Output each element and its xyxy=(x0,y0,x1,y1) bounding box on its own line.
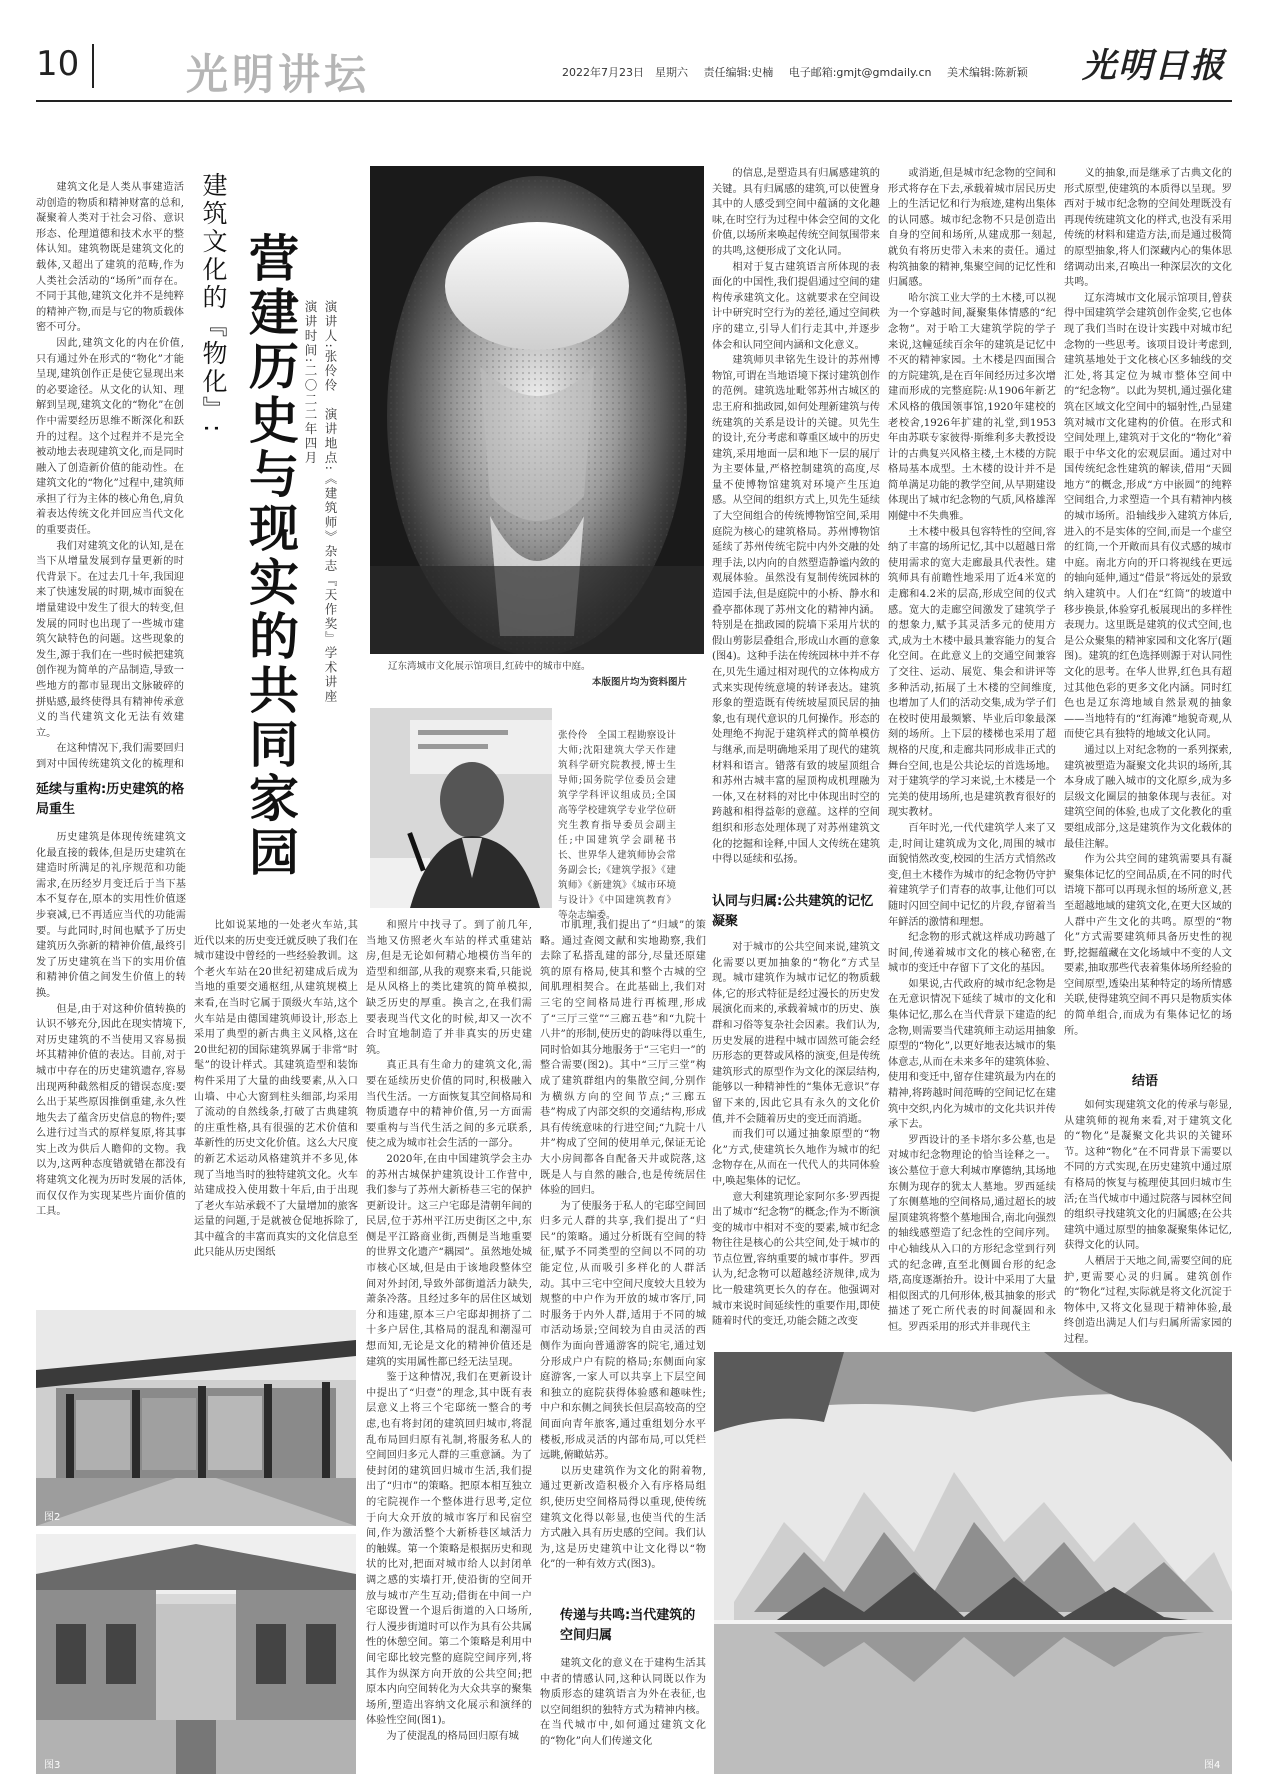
column-1b xyxy=(36,830,186,1302)
column-4 xyxy=(540,918,706,1594)
figure-3-label: 图3 xyxy=(44,1760,61,1771)
figure-4-label: 图4 xyxy=(1204,1760,1221,1771)
paragraph: 辽东湾城市文化展示馆项目,曾获得中国建筑学会建筑创作金奖,它也体现了我们当时在设计实践中对城市纪念物的一些思考。该项目设计考虑到,建筑基地处于文化核心区多轴线的交汇处,将其定位为城市整体空间中的“纪念物”。以此为契机,通过强化建筑在区域文化空间中的辐射性,凸显建筑对城市文化建构的价值。在形式和空间处理上,建筑对于文化的“物化”着眼于中华文化的宏观层面。通过对中国传统纪念性建筑的解读,借用“天圆地方”的概念,形成“方中嵌圆”的纯粹空间组合,力求塑造一个具有精神内核的城市场所。沿轴线步入建筑方体后,进入的不是实体的空间,而是一个虚空的红筒,一个开敞而具有仪式感的城市中庭。南北方向的开口将视线在更远的轴向延伸,通过“借景”将远处的景致纳入建筑中。人们在“红筒”的坡道中移步换景,体验穿孔板展现出的多样性表现力。这里既是建筑的仪式空间,也是公众聚集的精神家园和文化客厅(题图)。建筑的红色选择则源于对认同性文化的思考。在华人世界,红色具有超过其他色彩的更多文化内涵。同时红色也是辽东湾地域自然景观的抽象——当地特有的“红海滩”地貌奇观,从而使它具有独特的地域文化认同。 xyxy=(1064,292,1232,741)
paragraph: 作为公共空间的建筑需要具有凝聚集体记忆的空间品质,在不同的时代语境下都可以再现永恒的场所意义,甚至超越地域的建筑文化,在更大区域的人群中产生文化的共鸣。原型的“物化”方式需要建筑师具备历史性的视野,挖掘蕴藏在文化场域中不变的人文要素,抽取那些代表着集体场所经验的空间原型,透染出某种特定的场所情感关联,使得建筑空间不再只是物质实体的简单组合,而成为有集体记忆的场所。 xyxy=(1064,854,1232,1037)
photo1-caption: 辽东湾城市文化展示馆项目,红砖中的城市中庭。 xyxy=(388,661,591,672)
paragraph: 意大利建筑理论家阿尔多·罗西提出了城市“纪念物”的概念;作为不断演变的城市中相对不变的要素,城市纪念物往往是核心的公共空间,处于城市的节点位置,容纳重要的城市事件。罗西认为,纪念物可以超越经济规律,成为比一般建筑更长久的存在。他强调对城市来说时间延续性的重要作用,即使随着时代的变迁,功能会随之改变 xyxy=(712,1191,880,1328)
paragraph: 因此,建筑文化的内在价值,只有通过外在形式的“物化”才能呈现,建筑创作正是使它显现出来的必要途径。从文化的认知、理解到呈现,建筑文化的“物化”在创作中需要经历思维不断深化和跃升的过程。这个过程并不是完全被动地去表现建筑文化,而是同时融入了创造新价值的能动性。在建筑文化的“物化”过程中,建筑师承担了行为主体的核心角色,肩负着表达传统文化并回应当代文化的重要责任。 xyxy=(36,337,184,537)
art-editor: 美术编辑:陈新颖 xyxy=(946,66,1028,79)
editor: 责任编辑:史楠 xyxy=(703,66,774,79)
section-heading-1: 延续与重构:历史建筑的格局重生 xyxy=(36,782,185,817)
paragraph: 对于城市的公共空间来说,建筑文化需要以更加抽象的“物化”方式呈现。城市建筑作为城市记忆的物质载体,它的形式特征是经过漫长的历史发展演化而来的,承载着城市的历史、族群和习俗等复杂社会因素。我们认为,历史发展的进程中城市固然可能会经历形态的更替或风格的演变,但是传统建筑形式的原型作为文化的深层结构,能够以一种精神性的“集体无意识”存留下来的,因此它具有永久的文化价值,并不会随着历史的变迁而消逝。 xyxy=(712,942,880,1125)
paragraph: 建筑文化是人类从事建造活动创造的物质和精神财富的总和,凝聚着人类对于社会习俗、意识形态、伦理道德和技术水平的整体认知。建筑物既是建筑文化的载体,又超出了建筑的范畴,作为人类社会活动的“场所”而存在。不同于其他,建筑文化并不是纯粹的精神产物,而是与它的物质载体密不可分。 xyxy=(36,182,184,334)
section-heading-2: 认同与归属:公共建筑的记忆凝聚 xyxy=(712,894,874,929)
column-7b xyxy=(1064,1098,1232,1344)
paragraph: 纪念物的形式就这样成功跨越了时间,传递着城市文化的核心秘密,在城市的变迁中存留下了文化的基因。 xyxy=(888,932,1056,975)
column-2 xyxy=(194,918,358,1302)
paragraph: 建筑师贝聿铭先生设计的苏州博物馆,可谓在当地语境下探讨建筑创作的范例。建筑选址毗邻苏州古城区的忠王府和拙政园,如何处理新建筑与传统建筑的关系是设计的关键。贝先生的设计,充分考虑和尊重区域中的历史建筑,采用地面一层和地下一层的展厅为主要体量,严格控制建筑的高度,尽量不使博物馆建筑对环境产生压迫感。从空间的组织方式上,贝先生延续了大空间组合的传统博物馆空间,采用庭院为核心的建筑格局。苏州博物馆延续了苏州传统宅院中内外交融的处理手法,以内向的自然塑造静谧内敛的观展体验。虽然没有复制传统园林的造园手法,但是庭院中的小桥、静水和叠亭都体现了苏州文化的精神内涵。特别是在拙政园的院墙下采用片状的假山剪影层叠组合,形成山水画的意象(图4)。这种手法在传统园林中并不存在,贝先生通过相对现代的立体构成方式来实现传统意境的转译表达。建筑形象的塑造既有传统坡屋顶民居的抽象,也有现代意识的几何操作。形态的处理绝不拘泥于建筑样式的简单模仿与继承,而是明确地采用了现代的建筑材料和语言。错落有致的坡屋顶组合和苏州古城丰富的屋顶构成机理融为一体,又在材料的对比中体现出时空的跨越和相得益彰的意蕴。这样的空间组织和形态处理体现了对苏州建筑文化的挖掘和诠释,中国人文传统在建筑中得以延续和弘扬。 xyxy=(712,355,880,866)
email: 电子邮箱:gmjt@gmdaily.cn xyxy=(788,66,932,79)
section-name: 光明讲坛 xyxy=(186,50,371,99)
column-3 xyxy=(366,918,532,1774)
paragraph: 我们对建筑文化的认知,是在当下从增量发展到存量更新的时代背景下。在过去几十年,我国迎来了快速发展的时期,城市面貌在增量建设中发生了很大的转变,但发展的同时也出现了一些城市建筑欠缺特色的问题。这些现象的发生,源于我们在一些时候把建筑创作视为简单的产品制造,导致一些地方的都市显现出文脉破碎的拼贴感,最终使得具有精神传承意义的当代建筑文化无法有效建立。 xyxy=(36,540,184,739)
column-5b xyxy=(712,940,880,1344)
column-6 xyxy=(888,166,1056,1344)
page-number-divider xyxy=(92,44,94,88)
paragraph: 但是,由于对这种价值转换的认识不够充分,因此在现实情境下,对历史建筑的不当使用又容易损坏其精神价值的表达。目前,对于城市中存在的历史建筑遗存,容易出现两种截然相反的错误态度:要么出于某些原因推倒重建,永久性地失去了蕴含历史信息的物件;要么进行过当式的原样复原,将其事实上改为供后人瞻仰的文物。我以为,这两种态度错就错在都没有将建筑文化视为历时发展的活体,而仅仅作为实现某些片面价值的工具。 xyxy=(36,1003,186,1218)
paragraph: 在这种情况下,我们需要回归到对中国传统建筑文化的梳理和 xyxy=(36,743,184,770)
section-heading-4: 结语 xyxy=(1132,1074,1159,1089)
speaker-bio: 张伶伶 全国工程勘察设计大师;沈阳建筑大学天作建筑科学研究院教授,博士生导师;国务院学位委员会建筑学学科评议组成员;全国高等学校建筑学专业学位研究生教育指导委员会副主任;中国建筑学会副秘书长、世界华人建筑师协会常务副会长;《建筑学报》《建筑师》《新建筑》《城市环境与设计》《中国建筑教育》等杂志编委。 xyxy=(558,730,676,921)
paragraph: 建筑文化的意义在于建构生活其中者的情感认同,这种认同既以作为物质形态的建筑语言为外在表征,也以空间组织的独特方式为精神内核。在当代城市中,如何通过建筑文化的“物化”向人们传递文化 xyxy=(540,1658,706,1747)
photo-red-tube-atrium xyxy=(370,166,704,654)
article-title: 营建历史与现实的共同家园 xyxy=(241,232,299,880)
paragraph: 的信息,是塑造具有归属感建筑的关键。具有归属感的建筑,可以使置身其中的人感受到空间中蕴涵的文化趣味,在时空行为过程中体会空间的文化价值,以场所来唤起传统空间氛围带来的共鸣,这便形成了文化认同。 xyxy=(712,168,880,257)
header-meta xyxy=(562,64,1040,80)
paragraph: 罗西设计的圣卡塔尔多公墓,也是对城市纪念物理论的恰当诠释之一。该公墓位于意大利城市摩德纳,其场地东侧为现存的犹太人墓地。罗西延续了东侧墓地的空间格局,通过超长的坡屋顶建筑将整个墓地围合,南北向强烈的轴线感塑造了纪念性的空间序列。中心轴线从入口的方形纪念堂到行列式的纪念碑,直至北侧圆台形的纪念塔,高度逐渐抬升。设计中采用了大量相似图式的几何形体,极其抽象的形式描述了死亡所代表的时间凝固和永恒。罗西采用的形式并非现代主 xyxy=(888,1134,1056,1333)
photo-figure-4 xyxy=(714,1352,1232,1774)
paragraph: 或消逝,但是城市纪念物的空间和形式将存在下去,承载着城市居民历史上的生活记忆和行为痕迹,建构出集体的认同感。城市纪念物不只是创造出自身的空间和场所,从建成那一刻起,就负有将历史带入未来的责任。通过构筑抽象的精神,集聚空间的记忆性和归属感。 xyxy=(888,168,1056,289)
paragraph: 真正具有生命力的建筑文化,需要在延续历史价值的同时,积极融入当代生活。一方面恢复其空间格局和物质遗存中的精神价值,另一方面需要重构与当代生活之间的多元联系,使之成为城市社会生活的一部分。 xyxy=(366,1060,532,1150)
page-number: 10 xyxy=(36,44,80,84)
issue-date: 2022年7月23日 星期六 xyxy=(562,66,688,79)
newspaper-header xyxy=(0,0,1262,110)
paragraph: 和照片中找寻了。到了前几年,当地又仿照老火车站的样式重建站房,但是无论如何精心地模仿当年的造型和细部,从我的观察来看,只能说是从风格上的类比建筑的简单模拟,缺乏历史的厚重。换言之,在我们需要表现当代文化的时候,却又一次不合时宜地制造了并非真实的历史建筑。 xyxy=(366,920,532,1056)
column-1 xyxy=(36,180,184,772)
paragraph: 比如说某地的一处老火车站,其近代以来的历史变迁就反映了我们在城市建设中曾经的一些经验教训。这个老火车站在20世纪初建成后成为当地的重要交通枢纽,从建筑规模上来看,在当时它属于顶级火车站,这个火车站是由德国建筑师设计,形态上采用了典型的新古典主义风格,这在20世纪初的国际建筑界属于非常“时髦”的设计样式。其建筑造型和装饰构件采用了大量的曲线要素,从入口山墙、中心大窗到柱头细部,均采用了流动的自然线条,打破了古典建筑的庄重性格,具有很强的艺术价值和革新性的历史文化价值。这么大尺度的新艺术运动风格建筑并不多见,体现了当地当时的独特建筑文化。火车站建成投入使用数十年后,由于出现了老火车站承载不了大量增加的旅客运量的问题,于是就被仓促地拆除了,其中蕴含的丰富而真实的文化信息至此只能从历史图纸 xyxy=(194,920,358,1259)
header-rule xyxy=(36,100,1232,102)
paragraph: 义的抽象,而是继承了古典文化的形式原型,使建筑的本质得以呈现。罗西对于城市纪念物的空间处理既没有再现传统建筑文化的样式,也没有采用传统的材料和建造方法,而是通过极简的原型抽象,将人们深藏内心的集体思绪调动出来,召唤出一种深层次的文化共鸣。 xyxy=(1064,168,1232,289)
paragraph: 历史建筑是体现传统建筑文化最直接的载体,但是历史建筑在建造时所满足的礼序规范和功能需求,在历经岁月变迁后于当下基本不复存在,原本的实用性价值逐步衰减,已不再适应当代的功能需要。与此同时,时间也赋予了历史建筑历久弥新的精神价值,最终引发了历史建筑在当下的实用价值和精神价值之间发生价值上的转换。 xyxy=(36,832,186,999)
paragraph: 市肌理,我们提出了“归域”的策略。通过查阅文献和实地勘察,我们去除了私搭乱建的部分,尽量还原建筑的原有格局,使其和整个古城的空间肌理相契合。在此基础上,我们对三宅的空间格局进行再梳理,形成了“三厅三堂”“三廊五巷”和“九院十八井”的形制,使历史的韵味得以重生,同时恰如其分地服务于“三宅归一”的整合需要(图2)。其中“三厅三堂”构成了建筑群组内的集散空间,分别作为横纵方向的空间节点;“三廊五巷”构成了内部交织的交通结构,形成具有传统意味的行进空间;“九院十八井”构成了空间的使用单元,保证无论大小房间都各自配备天井或院落,这既是人与自然的融合,也是传统居住体验的回归。 xyxy=(540,920,706,1197)
column-5 xyxy=(712,166,880,882)
article-subtitle: 建筑文化的『物化』: xyxy=(199,172,228,436)
paragraph: 鉴于这种情况,我们在更新设计中提出了“归壹”的理念,其中既有表层意义上将三个宅邸统一整合的考虑,也有将封闭的建筑回归城市,将混乱布局回归原有礼制,将服务私人的空间回归多元人群的三重意涵。为了使封闭的建筑回归城市生活,我们提出了“归市”的策略。把原本相互独立的宅院视作一个整体进行思考,定位于向大众开放的城市客厅和民宿空间,作为激活整个大新桥巷区域活力的触媒。第一个策略是根据历史和现状的比对,把面对城市给人以封闭单调之感的实墙打开,使沿街的空间开放与城市产生互动;借街在中间一户宅邸设置一个退后街道的入口场所,行人漫步街道时可以作为具有公共属性的休憩空间。第二个策略是利用中间宅邸比较完整的庭院空间序列,将其作为纵深方向开放的公共空间;把原本内向空间转化为大众共享的聚集场所,塑造出容纳文化展示和演绎的体验性空间(图1)。 xyxy=(366,1372,532,1727)
paragraph: 通过以上对纪念物的一系列探索,建筑被塑造为凝聚文化共识的场所,其本身成了融入城市的文化原乡,成为多层级文化圈层的抽象体现与表征。对建筑空间的体验,也成了文化教化的重要组成部分,这是建筑作为文化载体的最佳注解。 xyxy=(1064,744,1232,850)
section-heading-3: 传递与共鸣:当代建筑的空间归属 xyxy=(560,1608,696,1643)
paragraph: 如果说,古代政府的城市纪念物是在无意识情况下延续了城市的文化和集体记忆,那么在当代背景下建造的纪念物,则需要当代建筑师主动运用抽象原型的“物化”,以更好地表达城市的集体意志,从而在未来多年的建筑体验、使用和变迁中,留存住建筑最为内在的精神,将跨越时间范畴的空间记忆在建筑中交织,内化为城市的文化共识并传承下去。 xyxy=(888,978,1056,1131)
photo-credit: 本版图片均为资料图片 xyxy=(592,677,688,688)
lecture-credit: 演讲人:张伶伶 演讲地点:《建筑师》杂志『天作奖』学术讲座 演讲时间:二〇二二年四月 xyxy=(303,300,338,719)
paragraph: 为了使服务于私人的宅邸空间回归多元人群的共享,我们提出了“归民”的策略。通过分析既有空间的特征,赋予不同类型的空间以不同的功能定位,从而吸引多样化的人群活动。其中三宅中空间尺度较大且较为规整的中户作为开放的城市客厅,同时服务于内外人群,适用于不同的城市活动场景;空间较为自由灵活的西侧作为面向普通游客的院宅,通过划分形成户户有院的格局;东侧面向家庭游客,一家人可以共享上下层空间和独立的庭院获得体验感和趣味性;中户和东侧之间狭长但层高较高的空间面向青年旅客,通过重组划分水平楼板,形成灵活的内部布局,可以凭栏远眺,俯瞰姑苏。 xyxy=(540,1200,706,1462)
paragraph: 土木楼中极具包容特性的空间,容纳了丰富的场所记忆,其中以超越日常使用需求的宽大走廊最具代表性。建筑师具有前瞻性地采用了近4米宽的走廊和4.2米的层高,形成空间的仪式感。宽大的走廊空间激发了建筑学子的想象力,赋予其灵活多元的使用方式,成为土木楼中最具兼容能力的复合化空间。在此意义上的交通空间兼容了交往、运动、展览、集会和讲评等多种活动,拓展了土木楼的空间维度,也增加了人们的活动交集,成为学子们在校时使用最频繁、毕业后印象最深刻的场所。上下层的楼梯也采用了超规格的尺度,和走廊共同形成非正式的舞台空间,也是公共论坛的首选场地。对于建筑学的学习来说,土木楼是一个完美的使用场所,也是建筑教育很好的现实教材。 xyxy=(888,526,1056,819)
paragraph: 百年时光,一代代建筑学人来了又走,时间让建筑成为文化,周围的城市面貌悄然改变,校园的生活方式悄然改变,但土木楼作为城市的纪念物仍守护着建筑学子们青春的故事,让他们可以随时闪回空间中记忆的片段,存留着当年鲜活的激情和理想。 xyxy=(888,822,1056,928)
paragraph: 人栖居于天地之间,需要空间的庇护,更需要心灵的归属。建筑创作的“物化”过程,实际就是将文化沉淀于物体中,又将文化显现于精神体验,最终创造出满足人们与归属所需家园的过程。 xyxy=(1064,1255,1232,1344)
photo-speaker xyxy=(370,708,552,908)
paragraph: 为了使混乱的格局回归原有城 xyxy=(386,1730,519,1742)
paragraph: 而我们可以通过抽象原型的“物化”方式,使建筑长久地作为城市的纪念物存在,从而在一代代人的共同体验中,唤起集体的记忆。 xyxy=(712,1129,880,1187)
paragraph: 如何实现建筑文化的传承与彰显,从建筑师的视角来看,对于建筑文化的“物化”是凝聚文化共识的关键环节。这种“物化”在不同背景下需要以不同的方式实现,在历史建筑中通过原有格局的恢复与梳理使其回归城市生活;在当代城市中通过院落与园林空间的组织寻找建筑文化的归属感;在公共建筑中通过原型的抽象凝聚集体记忆,获得文化的认同。 xyxy=(1064,1100,1232,1252)
paragraph: 以历史建筑作为文化的附着物,通过更新改造积极介入有序格局组织,使历史空间格局得以重现,使传统建筑文化得以彰显,也使当代的生活方式融入具有历史感的空间。我们认为,这是历史建筑中让文化得以“物化”的一种有效方式(图3)。 xyxy=(540,1465,706,1571)
figure-2-label: 图2 xyxy=(44,1512,61,1523)
column-7 xyxy=(1064,166,1232,1064)
column-4b xyxy=(540,1656,706,1774)
newspaper-logo: 光明日报 xyxy=(1082,46,1226,86)
paragraph: 相对于复古建筑语言所体现的表面化的中国性,我们提倡通过空间的建构传承建筑文化。这就要求在空间设计中研究时空行为的差径,通过空间秩序的建立,引导人们行走其中,并逐步体会和认同空间内涵和文化意义。 xyxy=(712,261,880,351)
photo-figure-3 xyxy=(36,1534,356,1774)
paragraph: 2020年,在由中国建筑学会主办的苏州古城保护建筑设计工作营中,我们参与了苏州大新桥巷三宅的保护更新设计。这三户宅邸是清朝年间的民居,位于苏州平江历史街区之中,东侧是平江路商业街,西侧是当地重要的世界文化遗产“耦园”。虽然地处城市核心区域,但是由于该地段整体空间对外封闭,导致外部街道活力缺失,萧条冷落。且经过多年的居住区域划分和违建,原本三户宅邸却拥挤了二十多户居住,其格局的混乱和潮湿可想而知,无论是文化的精神价值还是建筑的实用属性都已经无法呈现。 xyxy=(366,1153,532,1368)
paragraph: 哈尔滨工业大学的土木楼,可以视为一个穿越时间,凝聚集体情感的“纪念物”。对于哈工大建筑学院的学子来说,这幢延续百余年的建筑是记忆中不灭的精神家园。土木楼是四面围合的方院建筑,是在百年间经历过多次增建而形成的完整庭院:从1906年新艺术风格的俄国领事馆,1920年建校的老校舍,1926年扩建的礼堂,到1953年由苏联专家彼得·斯维利多夫教授设计的古典复兴风格主楼,土木楼的方院格局基本成型。土木楼的设计并不是简单满足功能的教学空间,从早期建设体现出了城市纪念物的气质,风格雄浑刚健中不失典雅。 xyxy=(888,292,1056,523)
photo-figure-2 xyxy=(36,1310,356,1526)
